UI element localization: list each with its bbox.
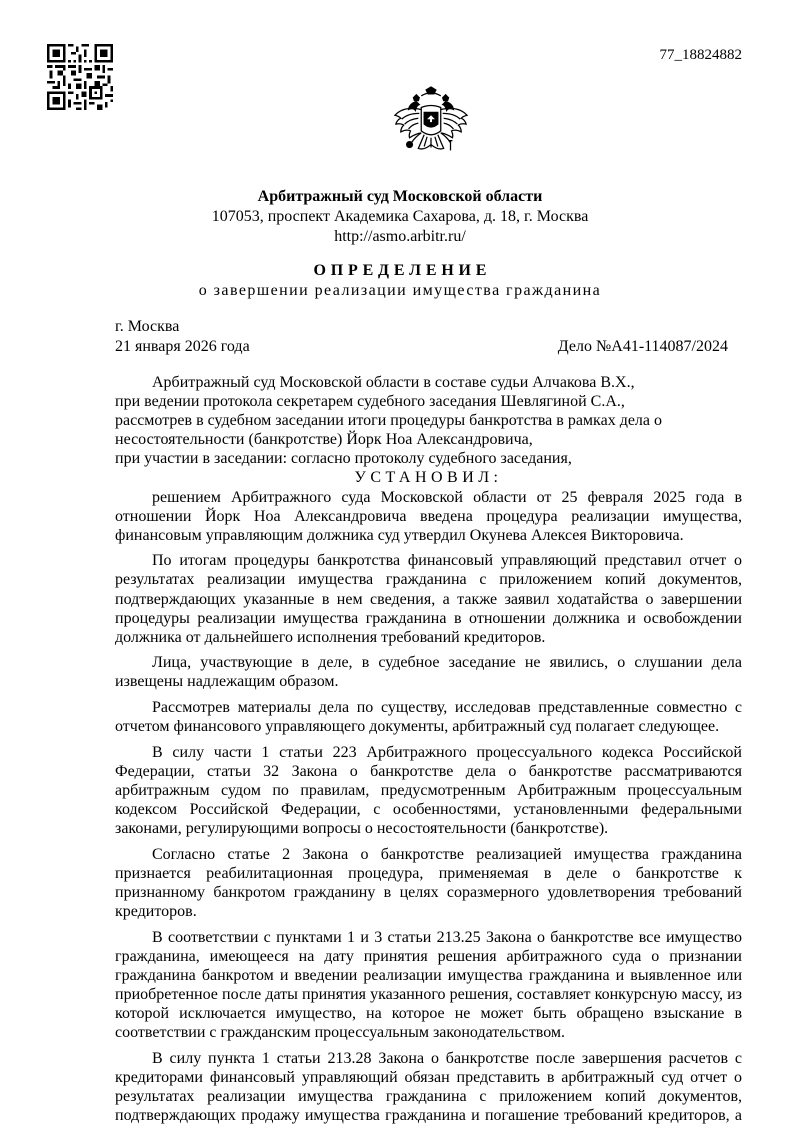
paragraph: Согласно статье 2 Закона о банкротстве реализацией имущества гражданина признается реабилитационная процедура, применяемая в деле о банкротстве к признанному банкротом гражданину в целях соразмерного удовлетворения требований кредиторов. [115, 845, 742, 920]
ruling-title: ОПРЕДЕЛЕНИЕ [313, 262, 492, 279]
court-name: Арбитражный суд Московской области [257, 188, 543, 205]
paragraph: В силу части 1 статьи 223 Арбитражного процессуального кодекса Российской Федерации, статьи 32 Закона о банкротстве дела о банкротстве рассматриваются арбитражным судом по правилам, предусмотренным Арбитражным процессуальным кодексом Российской Федерации, с особенностями, установленными федеральными законами, регулирующими вопросы о несостоятельности (банкротстве). [115, 743, 742, 838]
document-id: 77_18824882 [659, 47, 742, 63]
court-website: http://asmo.arbitr.ru/ [334, 228, 466, 245]
established-heading: УСТАНОВИЛ: [354, 469, 503, 487]
intro-secretary: при ведении протокола секретарем судебного заседания Шевлягиной С.А., [115, 393, 625, 411]
paragraph: решением Арбитражного суда Московской области от 25 февраля 2025 года в отношении Йорк Ноа Александровича введена процедура реализации имущества, финансовым управляющим должника суд утвердил Окунева Алексея Викторовича. [115, 488, 742, 544]
ruling-heading [0, 261, 800, 301]
intro-block [115, 373, 742, 468]
body-paragraphs [115, 488, 742, 1125]
intro-judge: Арбитражный суд Московской области в составе судьи Алчакова В.Х., [152, 374, 635, 391]
intro-subject: рассмотрев в судебном заседании итоги процедуры банкротства в рамках дела о несостоятельности (банкротстве) Йорк Ноа Александровича, [115, 412, 663, 449]
paragraph: В соответствии с пунктами 1 и 3 статьи 213.25 Закона о банкротстве все имущество гражданина, имеющееся на дату принятия решения арбитражного суда о признании гражданина банкротом и введении реализации имущества гражданина и выявленное или приобретенное после даты принятия указанного решения, составляет конкурсную массу, из которой исключается имущество, на которое не может быть обращено взыскание в соответствии с гражданским процессуальным законодательством. [115, 928, 742, 1041]
case-number: Дело №А41-114087/2024 [557, 338, 728, 355]
case-meta [115, 317, 728, 357]
russian-coat-of-arms-icon [392, 86, 470, 168]
paragraph: По итогам процедуры банкротства финансовый управляющий представил отчет о результатах реализации имущества гражданина с приложением копий документов, подтверждающих указанные в нем сведения, а также заявил ходатайства о завершении процедуры реализации имущества гражданина в отношении должника и освобождении должника от дальнейшего исполнения требований кредиторов. [115, 552, 742, 646]
paragraph: Рассмотрев материалы дела по существу, исследовав представленные совместно с отчетом финансового управляющего документы, арбитражный суд полагает следующее. [115, 699, 742, 736]
city: г. Москва [115, 318, 180, 335]
document-body [115, 373, 742, 1131]
court-address: 107053, проспект Академика Сахарова, д. 18, г. Москва [211, 208, 589, 225]
court-header [0, 187, 800, 247]
intro-participants: при участии в заседании: согласно протоколу судебного заседания, [115, 450, 572, 468]
ruling-date: 21 января 2026 года [115, 338, 250, 355]
ruling-subtitle: о завершении реализации имущества гражданина [198, 282, 602, 299]
paragraph: Лица, участвующие в деле, в судебное заседание не явились, о слушании дела извещены надлежащим образом. [115, 654, 742, 691]
qr-code-icon [47, 44, 113, 110]
paragraph: В силу пункта 1 статьи 213.28 Закона о банкротстве после завершения расчетов с кредиторами финансовый управляющий обязан представить в арбитражный суд отчет о результатах реализации имущества гражданина с приложением копий документов, подтверждающих продажу имущества гражданина и погашение требований кредиторов, а [115, 1049, 742, 1124]
